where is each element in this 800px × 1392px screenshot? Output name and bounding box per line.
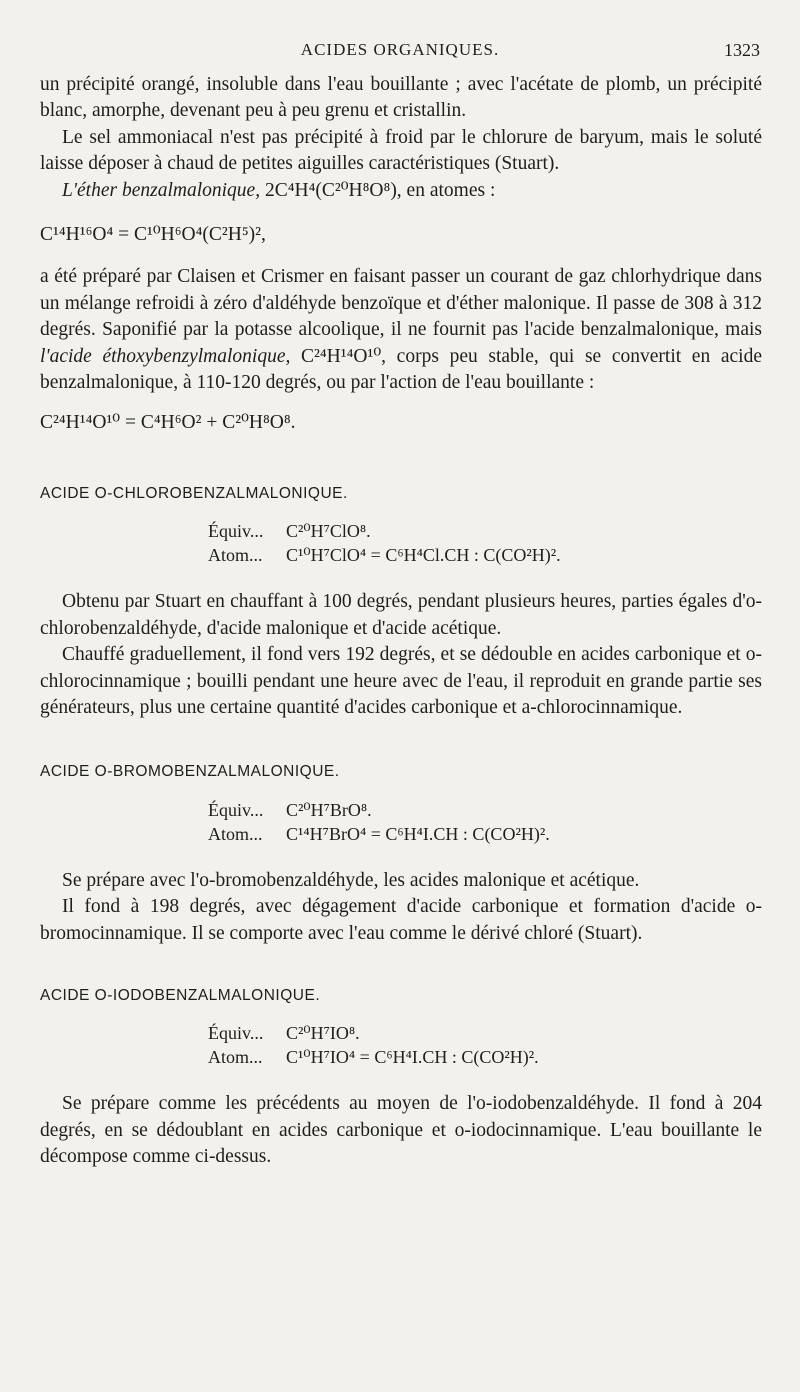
paragraph bbox=[40, 178, 762, 204]
formula-row-equiv bbox=[208, 1021, 762, 1045]
section-title: ACIDE O-CHLOROBENZALMALONIQUE. bbox=[40, 484, 348, 502]
formula-label: Équiv... bbox=[208, 521, 264, 542]
formula-label: Équiv... bbox=[208, 1023, 264, 1044]
paragraph-text: a été préparé par Claisen et Crismer en faisant passer un courant de gaz chlorhydrique dans un mélange refroidi à zéro d'aldéhyde benzoïque et d'éther malonique. Il passe de 308 à 312 degrés. Saponifié par la potasse alcoolique, il ne fournit pas l'acide benzalmalonique, mais bbox=[40, 266, 762, 341]
formula-row-atom bbox=[208, 1045, 762, 1069]
formula-value: C¹⁰H⁷ClO⁴ = C⁶H⁴Cl.CH : C(CO²H)². bbox=[286, 545, 561, 566]
formula-row-equiv bbox=[208, 798, 762, 822]
section-bromo bbox=[40, 759, 762, 947]
section-iodo bbox=[40, 983, 762, 1171]
paragraph: Se prépare avec l'o-bromobenzaldéhyde, les acides malonique et acétique. bbox=[62, 869, 640, 891]
formula-row-atom bbox=[208, 822, 762, 846]
body-text bbox=[40, 72, 762, 1171]
section-title: ACIDE O-BROMOBENZALMALONIQUE. bbox=[40, 763, 340, 781]
formula-value: C²⁰H⁷ClO⁸. bbox=[286, 521, 371, 542]
formula-value: C²⁰H⁷BrO⁸. bbox=[286, 799, 372, 820]
formula-value: C¹⁴H⁷BrO⁴ = C⁶H⁴I.CH : C(CO²H)². bbox=[286, 823, 550, 844]
paragraph: Se prépare comme les précédents au moyen de l'o-iodobenzaldéhyde. Il fond à 204 degrés, en se dédoublant en acides carbonique et o-iodocinnamique. L'eau bouillante le décompose comme ci-dessus. bbox=[40, 1093, 762, 1168]
formula: C¹⁴H¹⁶O⁴ = C¹⁰H⁶O⁴(C²H⁵)², bbox=[40, 224, 266, 246]
formula-label: Atom... bbox=[208, 545, 263, 566]
formula-label: Atom... bbox=[208, 823, 263, 844]
section-chloro bbox=[40, 481, 762, 721]
paragraph: un précipité orangé, insoluble dans l'eau bouillante ; avec l'acétate de plomb, un précipité blanc, amorphe, devenant peu à peu grenu et cristallin. bbox=[40, 74, 762, 122]
formula-value: C¹⁰H⁷IO⁴ = C⁶H⁴I.CH : C(CO²H)². bbox=[286, 1047, 539, 1068]
formula-row-atom bbox=[208, 543, 762, 567]
formula-label: Atom... bbox=[208, 1047, 263, 1068]
formula-row-equiv bbox=[208, 519, 762, 543]
page-number: 1323 bbox=[724, 40, 760, 60]
section-title: ACIDE O-IODOBENZALMALONIQUE. bbox=[40, 986, 321, 1004]
paragraph: Il fond à 198 degrés, avec dégagement d'acide carbonique et formation d'acide o-bromocinnamique. Il se comporte avec l'eau comme le dérivé chloré (Stuart). bbox=[40, 896, 762, 944]
paragraph-text: 2C⁴H⁴(C²⁰H⁸O⁸), en atomes : bbox=[260, 179, 496, 201]
formula-value: C²⁰H⁷IO⁸. bbox=[286, 1023, 360, 1044]
page-header bbox=[40, 40, 760, 70]
formula-block bbox=[208, 519, 762, 567]
compound-name: L'éther benzalmalonique, bbox=[62, 179, 261, 201]
running-title: ACIDES ORGANIQUES. bbox=[300, 40, 500, 59]
paragraph bbox=[40, 264, 762, 396]
paragraph: Chauffé graduellement, il fond vers 192 degrés, et se dédouble en acides carbonique et o-chlorocinnamique ; bouilli pendant une heure avec de l'eau, il reproduit en grande partie ses générateurs, plus une certaine quantité d'acides carbonique et a-chlorocinnamique. bbox=[40, 644, 762, 718]
formula-block bbox=[208, 798, 762, 846]
formula-label: Équiv... bbox=[208, 799, 264, 820]
compound-name: l'acide éthoxybenzylmalonique, bbox=[40, 345, 291, 367]
paragraph: Le sel ammoniacal n'est pas précipité à froid par le chlorure de baryum, mais le soluté laisse déposer à chaud de petites aiguilles caractéristiques (Stuart). bbox=[40, 126, 762, 175]
paragraph-text: C²⁴H¹⁴O¹⁰, corps peu stable, qui se convertit en acide benzalmalonique, à 110-120 degrés, ou par l'action de l'eau bouillante : bbox=[40, 345, 762, 394]
paragraph: Obtenu par Stuart en chauffant à 100 degrés, pendant plusieurs heures, parties égales d'o-chlorobenzaldéhyde, d'acide malonique et d'acide acétique. bbox=[40, 591, 762, 639]
formula: C²⁴H¹⁴O¹⁰ = C⁴H⁶O² + C²⁰H⁸O⁸. bbox=[40, 412, 296, 434]
formula-block bbox=[208, 1021, 762, 1069]
